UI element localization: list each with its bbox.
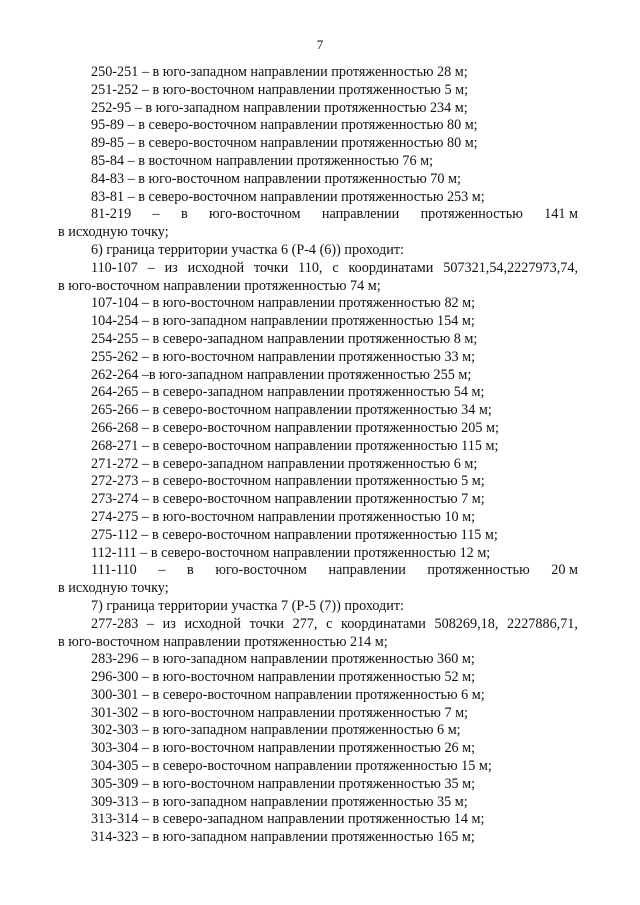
text-line-continuation: в юго-восточном направлении протяженностью 74 м; bbox=[58, 277, 381, 294]
word: с bbox=[332, 259, 339, 276]
word: исходной bbox=[187, 259, 245, 276]
text-line: 6) граница территории участка 6 (Р-4 (6)) проходит: bbox=[91, 241, 405, 258]
text-line-justified bbox=[58, 206, 578, 224]
word: направлении bbox=[328, 562, 406, 579]
document-body bbox=[58, 64, 578, 847]
text-line: 251-252 – в юго-восточном направлении протяженностью 5 м; bbox=[91, 81, 469, 98]
text-line: 274-275 – в юго-восточном направлении протяженностью 10 м; bbox=[91, 508, 476, 525]
word: с bbox=[326, 615, 333, 632]
word: юго-восточном bbox=[215, 562, 307, 579]
text-line: 283-296 – в юго-западном направлении протяженностью 360 м; bbox=[91, 651, 475, 668]
text-line: 309-313 – в юго-западном направлении протяженностью 35 м; bbox=[91, 793, 468, 810]
text-line-continuation: в исходную точку; bbox=[58, 580, 169, 597]
word: 110-107 bbox=[91, 259, 138, 276]
word: из bbox=[164, 259, 178, 276]
text-line: 268-271 – в северо-восточном направлении протяженностью 115 м; bbox=[91, 437, 499, 454]
text-line: 107-104 – в юго-восточном направлении протяженностью 82 м; bbox=[91, 295, 476, 312]
text-line: 313-314 – в северо-западном направлении протяженностью 14 м; bbox=[91, 811, 485, 828]
word: в bbox=[180, 206, 188, 223]
text-line-justified bbox=[58, 562, 578, 580]
word: 2227886,71, bbox=[507, 615, 578, 632]
text-line: 84-83 – в юго-восточном направлении протяженностью 70 м; bbox=[91, 170, 461, 187]
text-line: 264-265 – в северо-западном направлении протяженностью 54 м; bbox=[91, 384, 485, 401]
text-line-continuation: в исходную точку; bbox=[58, 224, 169, 241]
text-line: 303-304 – в юго-восточном направлении протяженностью 26 м; bbox=[91, 740, 476, 757]
text-line-justified bbox=[58, 260, 578, 278]
word: направлении bbox=[321, 206, 400, 223]
word: координатами bbox=[341, 615, 426, 632]
word: 111-110 bbox=[91, 562, 137, 579]
text-line: 304-305 – в северо-восточном направлении протяженностью 15 м; bbox=[91, 758, 492, 775]
word: в bbox=[187, 562, 194, 579]
word: 110, bbox=[298, 259, 323, 276]
text-line: 255-262 – в юго-восточном направлении протяженностью 33 м; bbox=[91, 348, 476, 365]
text-line: 262-264 –в юго-западном направлении протяженностью 255 м; bbox=[91, 366, 472, 383]
word: 508269,18, bbox=[434, 615, 499, 632]
word: – bbox=[158, 562, 166, 579]
text-line: 252-95 – в юго-западном направлении протяженностью 234 м; bbox=[91, 99, 468, 116]
text-line-continuation: в юго-восточном направлении протяженностью 214 м; bbox=[58, 633, 388, 650]
word: 141 м bbox=[544, 206, 578, 223]
text-line: 85-84 – в восточном направлении протяженностью 76 м; bbox=[91, 152, 434, 169]
text-line: 302-303 – в юго-западном направлении протяженностью 6 м; bbox=[91, 722, 461, 739]
text-line: 314-323 – в юго-западном направлении протяженностью 165 м; bbox=[91, 829, 475, 846]
word: 507321,54,2227973,74, bbox=[443, 259, 578, 276]
text-line: 272-273 – в северо-восточном направлении протяженностью 5 м; bbox=[91, 473, 485, 490]
word: 20 м bbox=[551, 562, 578, 579]
text-line: 104-254 – в юго-западном направлении протяженностью 154 м; bbox=[91, 313, 475, 330]
word: протяженностью bbox=[427, 562, 530, 579]
word: точки bbox=[253, 259, 289, 276]
word: 277, bbox=[292, 615, 318, 632]
text-line: 266-268 – в северо-восточном направлении протяженностью 205 м; bbox=[91, 419, 499, 436]
text-line: 250-251 – в юго-западном направлении протяженностью 28 м; bbox=[91, 64, 468, 80]
text-line: 89-85 – в северо-восточном направлении протяженностью 80 м; bbox=[91, 135, 478, 152]
text-line: 265-266 – в северо-восточном направлении протяженностью 34 м; bbox=[91, 402, 492, 419]
text-line-justified bbox=[58, 616, 578, 634]
word: – bbox=[146, 615, 155, 632]
text-line: 271-272 – в северо-западном направлении протяженностью 6 м; bbox=[91, 455, 478, 472]
word: юго-восточном bbox=[209, 206, 301, 223]
word: 81-219 bbox=[91, 206, 132, 223]
word: точки bbox=[249, 615, 284, 632]
text-line: 112-111 – в северо-восточном направлении протяженностью 12 м; bbox=[91, 544, 491, 561]
text-line: 301-302 – в юго-восточном направлении протяженностью 7 м; bbox=[91, 704, 469, 721]
text-line: 305-309 – в юго-восточном направлении протяженностью 35 м; bbox=[91, 775, 476, 792]
text-line: 273-274 – в северо-восточном направлении протяженностью 7 м; bbox=[91, 491, 485, 508]
page-number: 7 bbox=[316, 37, 324, 52]
word: исходной bbox=[184, 615, 241, 632]
word: протяженностью bbox=[420, 206, 523, 223]
word: – bbox=[147, 259, 155, 276]
word: 277-283 bbox=[91, 615, 139, 632]
word: координатами bbox=[348, 259, 434, 276]
text-line: 254-255 – в северо-западном направлении протяженностью 8 м; bbox=[91, 330, 478, 347]
text-line: 275-112 – в северо-восточном направлении протяженностью 115 м; bbox=[91, 526, 498, 543]
text-line: 83-81 – в северо-восточном направлении протяженностью 253 м; bbox=[91, 188, 485, 205]
text-line: 296-300 – в юго-восточном направлении протяженностью 52 м; bbox=[91, 669, 476, 686]
text-line: 300-301 – в северо-восточном направлении протяженностью 6 м; bbox=[91, 686, 485, 703]
text-line: 7) граница территории участка 7 (Р-5 (7)) проходит: bbox=[91, 597, 405, 614]
word: из bbox=[162, 615, 176, 632]
text-line: 95-89 – в северо-восточном направлении протяженностью 80 м; bbox=[91, 117, 478, 134]
word: – bbox=[152, 206, 160, 223]
